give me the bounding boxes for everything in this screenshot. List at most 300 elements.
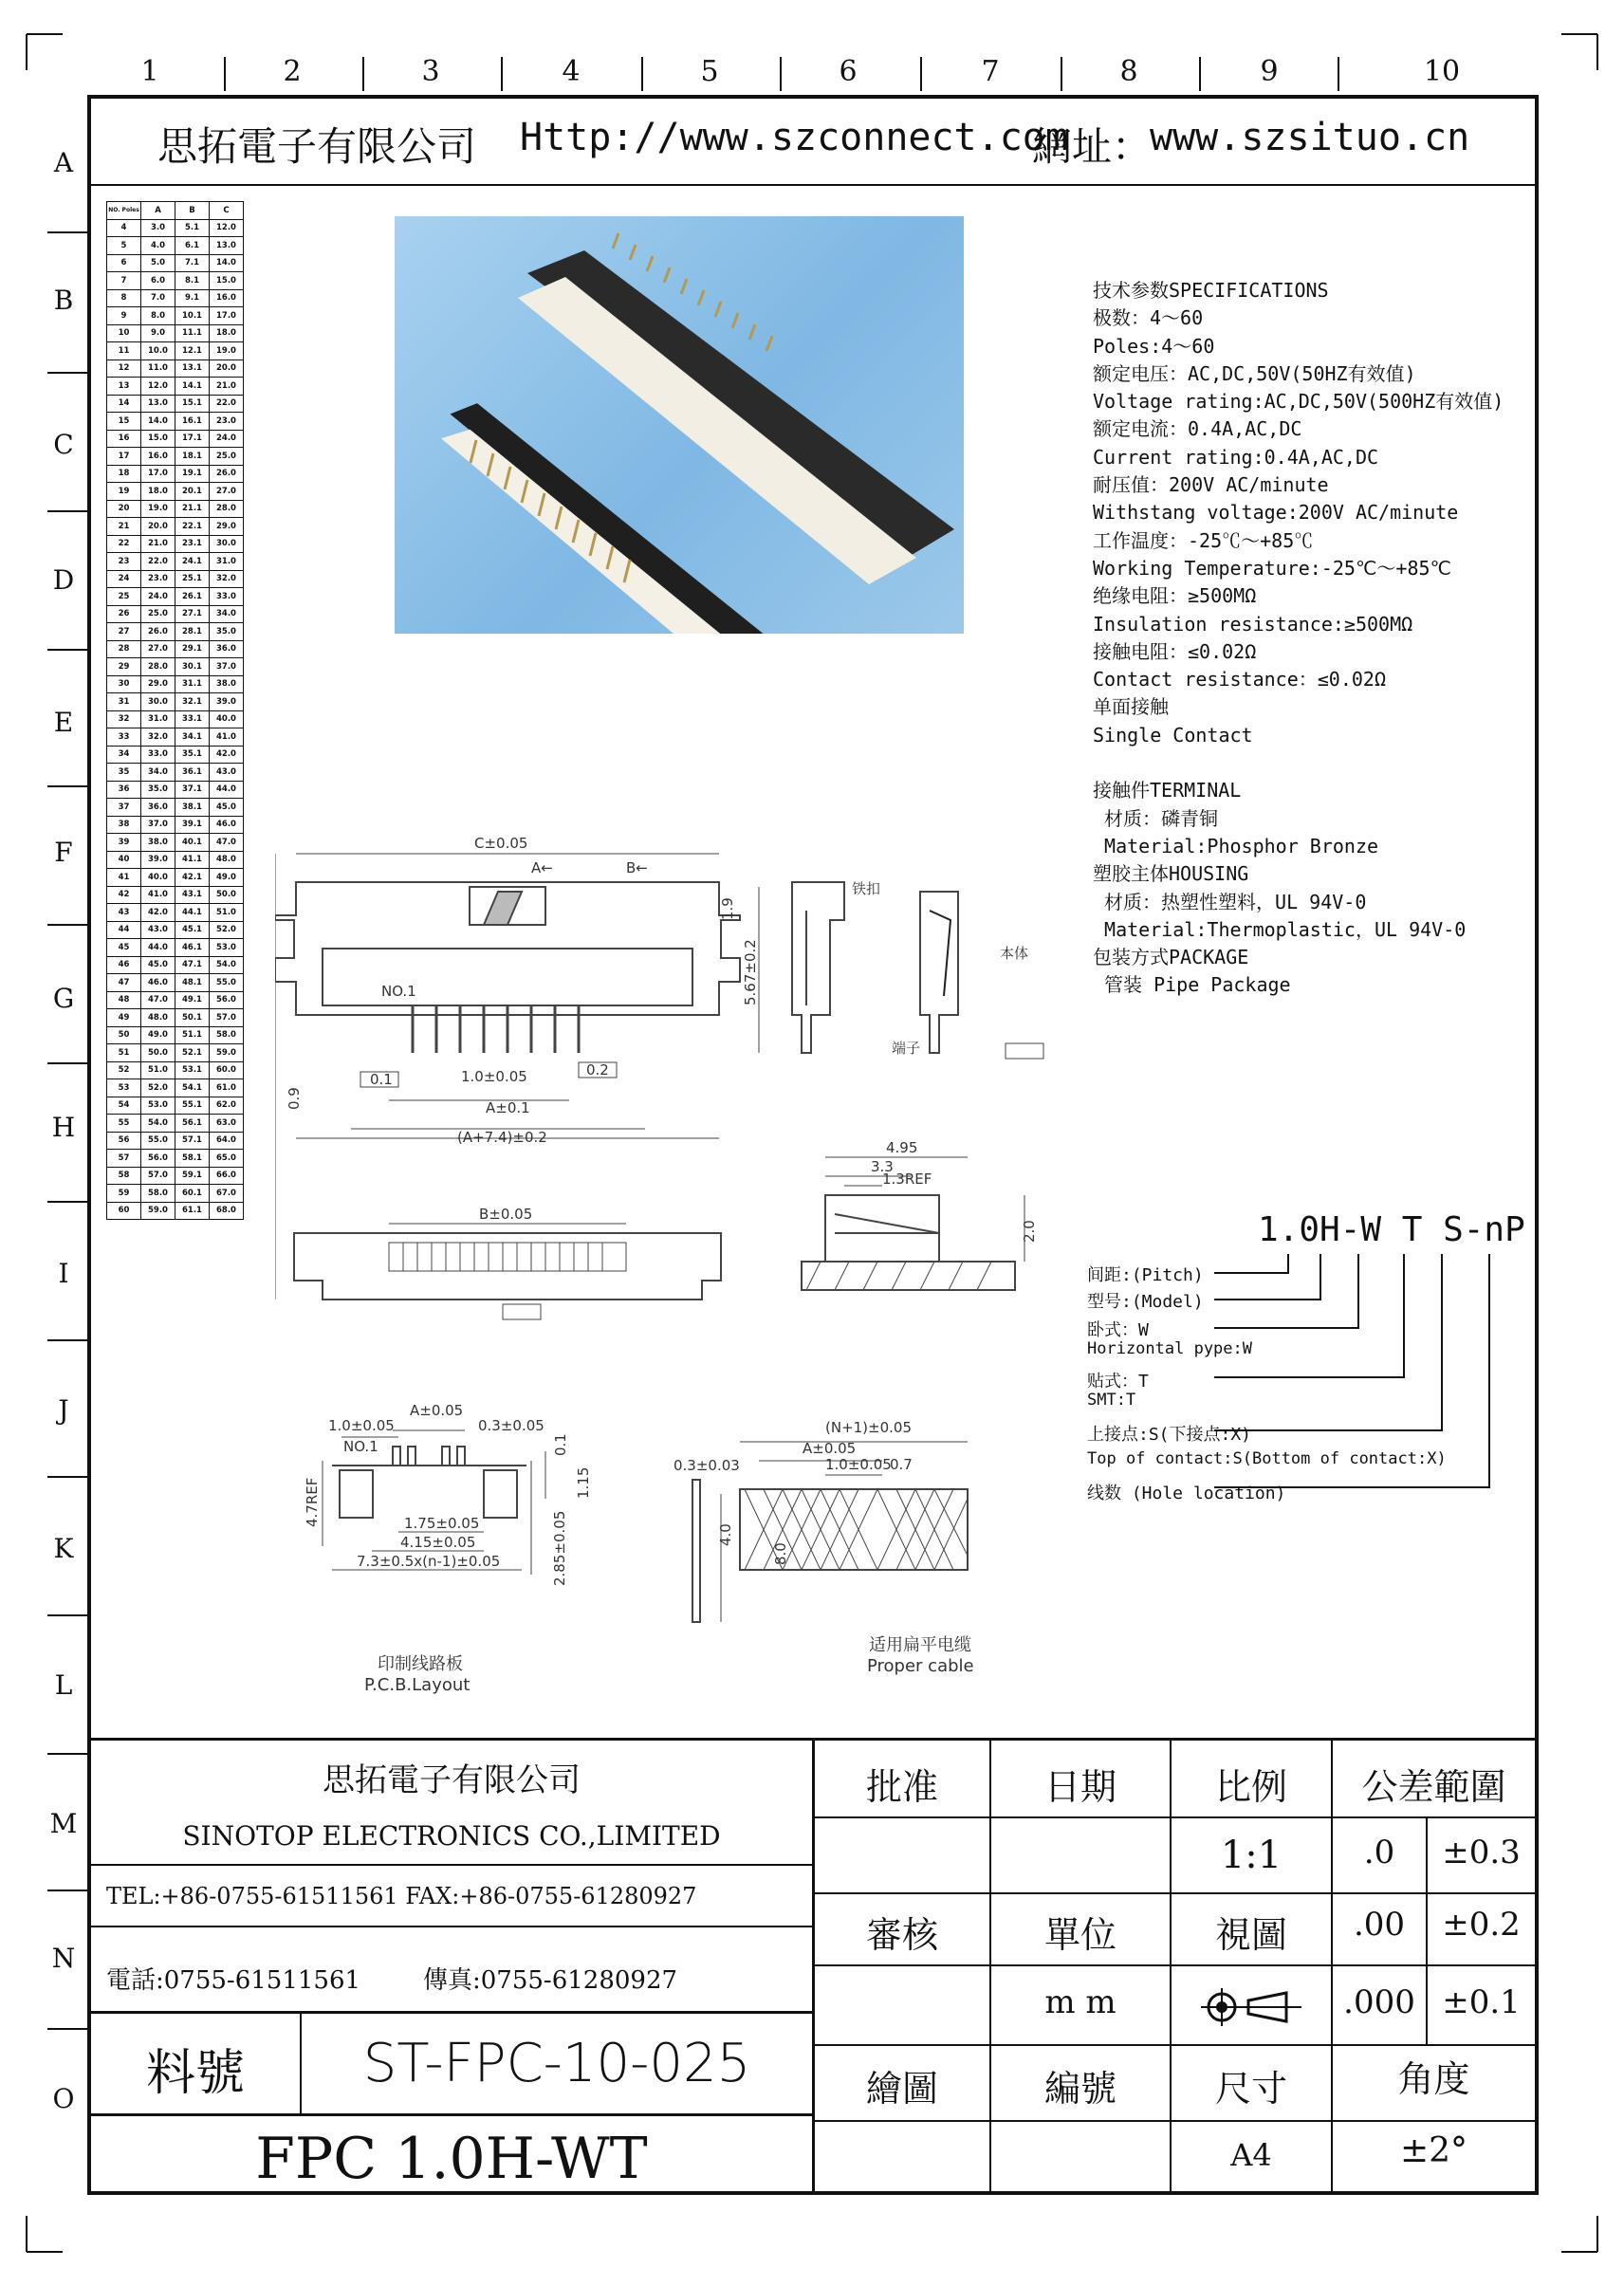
pin-table-row: [107, 939, 244, 957]
pin-table-cell: 46: [107, 956, 141, 974]
dim-3-3: 3.3: [871, 1158, 894, 1175]
pin-table-cell: 32: [107, 710, 141, 728]
label-terminal: 端子: [892, 1040, 921, 1057]
pin-table-row: [107, 483, 244, 501]
pin-table-row: [107, 430, 244, 448]
pin-table-cell: 67.0: [210, 1185, 244, 1203]
spec-line: 材质：热塑性塑料，UL 94V-0: [1093, 890, 1367, 913]
spec-line: Withstang voltage:200V AC/minute: [1093, 501, 1459, 525]
pin-table-cell: 48.0: [141, 1009, 175, 1027]
tb-tol2-value: ±0.2: [1442, 1906, 1521, 1944]
row-f: F: [54, 837, 73, 868]
pin-table-cell: 5.0: [141, 254, 175, 272]
pin-table-cell: 10.0: [141, 342, 175, 360]
pin-table-cell: 19: [107, 483, 141, 501]
pin-table-header-cell: A: [141, 202, 175, 220]
pin-table-cell: 28.1: [175, 623, 210, 641]
pin-table-cell: 51: [107, 1044, 141, 1062]
tb-tol1-value: ±0.3: [1442, 1834, 1521, 1871]
spec-line: 接触件TERMINAL: [1093, 779, 1242, 802]
row-o: O: [52, 2083, 75, 2114]
pin-table-cell: 44: [107, 921, 141, 939]
pin-table-cell: 40.1: [175, 834, 210, 852]
pin-table-cell: 46.1: [175, 939, 210, 957]
pin-table-cell: 43.1: [175, 886, 210, 904]
dim-pitch: 1.0±0.05: [461, 1068, 527, 1085]
spec-line: Material:Thermoplastic，UL 94V-0: [1093, 917, 1467, 941]
pin-table-row: [107, 746, 244, 764]
pin-table-row: [107, 535, 244, 553]
pin-table-cell: 23.0: [210, 413, 244, 431]
pin-table-cell: 25: [107, 588, 141, 606]
pcb-a: A±0.05: [410, 1402, 464, 1419]
tb-size: 尺寸: [1214, 2068, 1287, 2110]
pin-table-row: [107, 395, 244, 413]
pin-table-cell: 47: [107, 974, 141, 992]
pcb-title-en: P.C.B.Layout: [364, 1675, 471, 1695]
pin-table-cell: 36.1: [175, 764, 210, 782]
pin-table-row: [107, 623, 244, 641]
dim-b-arrow: B←: [626, 859, 648, 876]
tb-date: 日期: [1043, 1766, 1116, 1808]
connector-illustration: [395, 216, 964, 634]
pin-table-row: [107, 500, 244, 518]
pin-table-cell: 60.1: [175, 1185, 210, 1203]
pin-table-cell: 35.0: [210, 623, 244, 641]
pin-table-cell: 34.1: [175, 728, 210, 747]
pin-table-row: [107, 359, 244, 378]
pin-table-cell: 46.0: [141, 974, 175, 992]
pin-table-cell: 31.1: [175, 675, 210, 693]
pin-table-cell: 8.1: [175, 272, 210, 290]
row-n: N: [51, 1943, 76, 1974]
dim-c: C±0.05: [474, 835, 528, 852]
pin-table-cell: 9: [107, 307, 141, 325]
pin-table-row: [107, 448, 244, 466]
pcb-pitch: 1.0±0.05: [328, 1417, 395, 1434]
cable-4-0: 4.0: [717, 1523, 734, 1546]
label-body: 本体: [1000, 945, 1029, 962]
pcb-4-7: 4.7REF: [304, 1477, 321, 1527]
tb-tol3-key: .000: [1343, 1983, 1415, 2021]
pin-table-cell: 61.1: [175, 1202, 210, 1220]
spec-line: 极数：4～60: [1093, 306, 1204, 330]
pin-table-cell: 26: [107, 605, 141, 623]
pin-table-header-cell: C: [210, 202, 244, 220]
spec-line: 额定电压：AC,DC,50V(50HZ有效值): [1093, 361, 1416, 385]
pn-horizontal-cn: 卧式：W: [1087, 1320, 1149, 1340]
pin-table-cell: 50: [107, 1026, 141, 1044]
pin-table-cell: 22: [107, 535, 141, 553]
pin-table-cell: 12.0: [141, 378, 175, 396]
tb-company-en: SINOTOP ELECTRONICS CO.,LIMITED: [182, 1820, 721, 1852]
pin-table-cell: 42.1: [175, 869, 210, 887]
column-8: 8: [1119, 55, 1138, 88]
pin-table-cell: 23.0: [141, 570, 175, 588]
pin-table-cell: 13.0: [210, 237, 244, 255]
pin-table-cell: 20.0: [141, 518, 175, 536]
pin-table-cell: 54.1: [175, 1079, 210, 1097]
title-block: [91, 1738, 1535, 2194]
pin-table-cell: 59: [107, 1185, 141, 1203]
pin-table-cell: 16.0: [141, 448, 175, 466]
pn-smt-en: SMT:T: [1087, 1391, 1136, 1410]
tb-phone: 電話:0755-61511561: [106, 1966, 361, 1995]
pin-table-cell: 68.0: [210, 1202, 244, 1220]
pin-table-cell: 21.0: [210, 378, 244, 396]
tb-angle-value: ±2°: [1399, 2131, 1468, 2170]
pcb-0-3: 0.3±0.05: [478, 1417, 544, 1434]
pin-table-row: [107, 1061, 244, 1079]
pin-table-cell: 15.0: [141, 430, 175, 448]
page-header: [91, 99, 1535, 186]
tb-tel-fax: TEL:+86-0755-61511561 FAX:+86-0755-61280927: [106, 1883, 697, 1909]
header-site-label: 網址：: [1032, 123, 1153, 170]
spec-line: Poles:4～60: [1093, 334, 1215, 358]
tb-company-cn: 思拓電子有限公司: [323, 1761, 581, 1799]
pin-table-row: [107, 1026, 244, 1044]
pin-table-header-cell: B: [175, 202, 210, 220]
spec-line: 技术参数SPECIFICATIONS: [1093, 279, 1329, 302]
pin-table-cell: 56.0: [141, 1150, 175, 1168]
pin-table-cell: 42: [107, 886, 141, 904]
pin-table-cell: 31: [107, 693, 141, 711]
tb-drawn: 繪圖: [865, 2068, 938, 2110]
pin-table-cell: 34: [107, 746, 141, 764]
pin-table-cell: 7: [107, 272, 141, 290]
column-3: 3: [421, 55, 440, 88]
pin-table-cell: 14: [107, 395, 141, 413]
pin-table-row: [107, 921, 244, 939]
pin-table-cell: 50.0: [141, 1044, 175, 1062]
pin-table-cell: 5: [107, 237, 141, 255]
dim-0-1: 0.1: [370, 1071, 393, 1088]
pin-table-cell: 6: [107, 254, 141, 272]
pn-horizontal-en: Horizontal pype:W: [1087, 1339, 1252, 1358]
pin-table-row: [107, 1115, 244, 1133]
pin-table-cell: 13: [107, 378, 141, 396]
pin-table-cell: 31.0: [210, 553, 244, 571]
pin-table-row: [107, 675, 244, 693]
pin-table-cell: 40.0: [210, 710, 244, 728]
spec-line: 管装 Pipe Package: [1093, 973, 1291, 997]
row-l: L: [54, 1669, 73, 1701]
pin-table-cell: 26.1: [175, 588, 210, 606]
pin-table-cell: 45.0: [141, 956, 175, 974]
tb-part-label: 料號: [145, 2045, 245, 2102]
spec-line: Contact resistance：≤0.02Ω: [1093, 668, 1386, 691]
tb-scale: 比例: [1214, 1766, 1287, 1808]
pin-table-cell: 58: [107, 1167, 141, 1185]
pin-table-cell: 24: [107, 570, 141, 588]
pin-table-cell: 34.0: [210, 605, 244, 623]
pin-table-cell: 28.0: [210, 500, 244, 518]
row-g: G: [52, 983, 75, 1014]
pin-table-cell: 53.1: [175, 1061, 210, 1079]
pin-table-cell: 25.0: [210, 448, 244, 466]
cable-title-cn: 适用扁平电缆: [869, 1635, 971, 1655]
header-site: www.szsituo.cn: [1150, 116, 1470, 159]
pcb-1-75: 1.75±0.05: [404, 1515, 480, 1532]
pin-table-row: [107, 324, 244, 342]
row-k: K: [53, 1533, 74, 1564]
pin-table-cell: 12.1: [175, 342, 210, 360]
spec-line: 工作温度：-25℃～+85℃: [1093, 528, 1314, 552]
pcb-2-85: 2.85±0.05: [551, 1510, 568, 1586]
pin-table-cell: 59.0: [141, 1202, 175, 1220]
pin-table-cell: 28: [107, 640, 141, 658]
pin-table-cell: 21.1: [175, 500, 210, 518]
column-9: 9: [1260, 55, 1279, 88]
row-i: I: [58, 1258, 69, 1289]
pin-table-cell: 36: [107, 781, 141, 799]
pin-table-row: [107, 710, 244, 728]
pin-table-cell: 14.1: [175, 378, 210, 396]
pin-table-cell: 37.0: [210, 658, 244, 676]
pin-table-row: [107, 904, 244, 922]
spec-line: 包装方式PACKAGE: [1093, 946, 1249, 969]
pn-contact-cn: 上接点:S(下接点:X): [1087, 1425, 1252, 1445]
tb-fax: 傳真:0755-61280927: [423, 1966, 678, 1995]
column-7: 7: [981, 55, 1000, 88]
pin-table-row: [107, 886, 244, 904]
spec-line: 额定电流：0.4A,AC,DC: [1093, 417, 1302, 441]
spec-line: 耐压值：200V AC/minute: [1093, 473, 1329, 497]
row-j: J: [58, 1394, 69, 1426]
pin-table-cell: 60.0: [210, 1061, 244, 1079]
pin-table-cell: 65.0: [210, 1150, 244, 1168]
pin-table-row: [107, 307, 244, 325]
spec-line: Current rating:0.4A,AC,DC: [1093, 445, 1379, 469]
pin-table-row: [107, 781, 244, 799]
pn-contact-en: Top of contact:S(Bottom of contact:X): [1087, 1449, 1447, 1468]
pin-table-row: [107, 254, 244, 272]
pin-table-cell: 22.1: [175, 518, 210, 536]
pcb-title-cn: 印制线路板: [378, 1654, 463, 1674]
pin-table-cell: 47.0: [141, 991, 175, 1009]
pin-table-cell: 33.0: [210, 588, 244, 606]
pin-table-cell: 30: [107, 675, 141, 693]
pin-table-cell: 22.0: [141, 553, 175, 571]
pin-table-cell: 5.1: [175, 219, 210, 237]
pin-table-cell: 19.0: [141, 500, 175, 518]
pin-table-cell: 44.1: [175, 904, 210, 922]
pin-table-cell: 30.1: [175, 658, 210, 676]
pin-table-row: [107, 272, 244, 290]
pin-table-row: [107, 991, 244, 1009]
pin-table-row: [107, 816, 244, 834]
pin-table-cell: 45: [107, 939, 141, 957]
pin-table-cell: 57: [107, 1150, 141, 1168]
pin-table-cell: 24.1: [175, 553, 210, 571]
spec-line: Voltage rating:AC,DC,50V(500HZ有效值): [1093, 390, 1504, 414]
pin-table-cell: 39.1: [175, 816, 210, 834]
tb-product: FPC 1.0H-WT: [255, 2126, 648, 2192]
dim-a-74: (A+7.4)±0.2: [457, 1129, 547, 1146]
pin-table-row: [107, 1044, 244, 1062]
label-housing: 铁扣: [852, 880, 881, 897]
pin-table-cell: 26.0: [141, 623, 175, 641]
pin-table-cell: 40: [107, 851, 141, 869]
pin-table-cell: 10: [107, 324, 141, 342]
column-1: 1: [140, 55, 159, 88]
pin-table-cell: 29: [107, 658, 141, 676]
pin-table-cell: 19.0: [210, 342, 244, 360]
pin-table-cell: 64.0: [210, 1132, 244, 1150]
dim-0-2: 0.2: [586, 1061, 609, 1078]
pin-table-cell: 35: [107, 764, 141, 782]
pin-table-cell: 56: [107, 1132, 141, 1150]
pin-table-cell: 11.1: [175, 324, 210, 342]
pin-table-cell: 54.0: [210, 956, 244, 974]
pin-table-cell: 27.0: [210, 483, 244, 501]
pin-table-row: [107, 605, 244, 623]
dim-1-9: 1.9: [719, 897, 736, 920]
pin-table-cell: 52.1: [175, 1044, 210, 1062]
pn-model: 型号:(Model): [1087, 1292, 1204, 1312]
pin-table-row: [107, 869, 244, 887]
pin-table-cell: 29.1: [175, 640, 210, 658]
pin-table-cell: 21: [107, 518, 141, 536]
column-2: 2: [283, 55, 302, 88]
pin-table-cell: 37: [107, 799, 141, 817]
spec-line: 材质：磷青铜: [1093, 806, 1219, 830]
pin-table-cell: 9.0: [141, 324, 175, 342]
pin-table-cell: 35.1: [175, 746, 210, 764]
pin-table-row: [107, 764, 244, 782]
pin-table-cell: 41.0: [141, 886, 175, 904]
pin-table-row: [107, 465, 244, 483]
spec-line: [1093, 749, 1504, 777]
cable-pitch: 1.0±0.05: [825, 1456, 892, 1473]
pin-table-cell: 44.0: [141, 939, 175, 957]
pin-table-cell: 23: [107, 553, 141, 571]
pin-table-row: [107, 693, 244, 711]
pin-table-cell: 27.0: [141, 640, 175, 658]
spec-line: Material:Phosphor Bronze: [1093, 834, 1379, 857]
row-h: H: [51, 1112, 76, 1143]
pin-table-cell: 48.0: [210, 851, 244, 869]
row-m: M: [49, 1808, 78, 1839]
pin-table-cell: 50.1: [175, 1009, 210, 1027]
pin-table-cell: 11: [107, 342, 141, 360]
pin-table-cell: 45.1: [175, 921, 210, 939]
projection-symbol-icon: [1201, 1983, 1305, 2031]
pin-table-cell: 33.0: [141, 746, 175, 764]
pin-table-cell: 38.1: [175, 799, 210, 817]
pin-table-cell: 13.0: [141, 395, 175, 413]
cable-8-0: 8.0: [772, 1542, 789, 1565]
cable-n1: (N+1)±0.05: [825, 1419, 913, 1436]
tb-tol3-value: ±0.1: [1442, 1983, 1521, 2021]
pin-table-cell: 44.0: [210, 781, 244, 799]
tb-tol2-key: .00: [1353, 1906, 1406, 1944]
pin-table-row: [107, 728, 244, 747]
pin-table-cell: 42.0: [210, 746, 244, 764]
pin-table-cell: 4: [107, 219, 141, 237]
pin-table-cell: 45.0: [210, 799, 244, 817]
pin-table-row: [107, 588, 244, 606]
pin-table-cell: 11.0: [141, 359, 175, 378]
pin-table-cell: 42.0: [141, 904, 175, 922]
spec-line: 单面接触: [1093, 695, 1169, 719]
pin-table-cell: 37.0: [141, 816, 175, 834]
pin-table-row: [107, 658, 244, 676]
part-number-code: 1.0H-W T S-nP: [1258, 1210, 1525, 1249]
column-4: 4: [562, 55, 581, 88]
pin-table-cell: 25.1: [175, 570, 210, 588]
pin-table-cell: 36.0: [141, 799, 175, 817]
pin-table-cell: 66.0: [210, 1167, 244, 1185]
spec-line: Insulation resistance:≥500MΩ: [1093, 612, 1413, 636]
pin-dimension-table: [106, 201, 244, 1220]
pin-table-cell: 29.0: [141, 675, 175, 693]
pin-table-cell: 15.1: [175, 395, 210, 413]
pin-table-cell: 46.0: [210, 816, 244, 834]
pin-table-cell: 32.0: [141, 728, 175, 747]
pin-table-cell: 8.0: [141, 307, 175, 325]
pin-table-row: [107, 289, 244, 307]
pin-table-cell: 30.0: [210, 535, 244, 553]
pin-table-cell: 59.0: [210, 1044, 244, 1062]
dim-a-01: A±0.1: [486, 1099, 530, 1116]
pin-table-cell: 57.0: [210, 1009, 244, 1027]
pin-table-row: [107, 1009, 244, 1027]
pin-table-cell: 20.0: [210, 359, 244, 378]
pin-table-cell: 18.0: [210, 324, 244, 342]
pin-table-cell: 18.0: [141, 483, 175, 501]
dim-4-95: 4.95: [886, 1139, 918, 1156]
pin-table-cell: 3.0: [141, 219, 175, 237]
pin-table-cell: 49.0: [210, 869, 244, 887]
pin-table-cell: 43.0: [141, 921, 175, 939]
tb-number: 編號: [1043, 2068, 1116, 2110]
pin-table-cell: 8: [107, 289, 141, 307]
pin-table-row: [107, 237, 244, 255]
pin-table-cell: 50.0: [210, 886, 244, 904]
pin-table-cell: 33.1: [175, 710, 210, 728]
pin-table-cell: 54.0: [141, 1115, 175, 1133]
pcb-no1: NO.1: [343, 1438, 378, 1455]
pin-table-row: [107, 1079, 244, 1097]
pin-table-cell: 24.0: [141, 588, 175, 606]
column-5: 5: [700, 55, 719, 88]
pin-table-cell: 17.1: [175, 430, 210, 448]
pin-table-cell: 53.0: [141, 1097, 175, 1115]
pin-table-cell: 15: [107, 413, 141, 431]
pin-table-row: [107, 834, 244, 852]
pin-table-cell: 19.1: [175, 465, 210, 483]
pin-table-cell: 16: [107, 430, 141, 448]
pin-table-row: [107, 956, 244, 974]
pin-table-cell: 29.0: [210, 518, 244, 536]
pin-table-row: [107, 1185, 244, 1203]
dim-0-9: 0.9: [286, 1087, 303, 1110]
pin-table-cell: 7.1: [175, 254, 210, 272]
pin-table-cell: 52.0: [141, 1079, 175, 1097]
pin-table-cell: 31.0: [141, 710, 175, 728]
pin-table-cell: 58.0: [210, 1026, 244, 1044]
pin-table-cell: 52.0: [210, 921, 244, 939]
pin-table-cell: 43.0: [210, 764, 244, 782]
pin-table-cell: 24.0: [210, 430, 244, 448]
pin-table-cell: 16.1: [175, 413, 210, 431]
pin-table-row: [107, 553, 244, 571]
pin-table-cell: 38: [107, 816, 141, 834]
pin-table-row: [107, 974, 244, 992]
pin-table-cell: 57.0: [141, 1167, 175, 1185]
specifications: [1093, 277, 1504, 1000]
